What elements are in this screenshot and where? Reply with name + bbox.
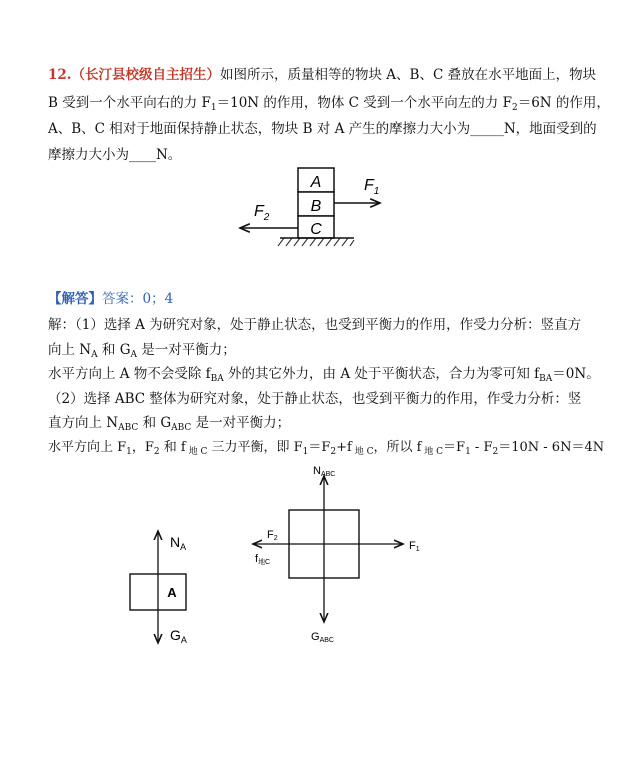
gabc-label: GABC [311, 631, 334, 644]
question-text-2e: ＝6N 的作用， [517, 95, 610, 111]
friction-label-abc: f地C [255, 553, 271, 566]
block-a-label: A [310, 174, 322, 191]
question-line-1 [48, 66, 596, 84]
f2-label-abc: F2 [267, 529, 278, 542]
na-label: $N_A$ [170, 534, 187, 552]
solution-line-1: 解：（1）选择 A 为研究对象，处于静止状态，也受到平衡力的作用，作受力分析：竖直方 [48, 317, 582, 333]
block-c-label: C [310, 221, 322, 238]
block-b-label: B [310, 198, 322, 215]
question-text-2a: B 受到一个水平向右的力 F [48, 95, 211, 111]
stacked-blocks-figure [230, 160, 410, 260]
solution-line-3: 水平方向上 A 物不会受除 $f_{BA}$ 外的其它外力，由 A 处于平衡状态，合力为零可知 $f_{BA}=0N$。 [48, 366, 600, 384]
solution-line-2: 向上 $N_A$ 和 $G_A$ 是一对平衡力； [48, 342, 236, 360]
nabc-label: NABC [313, 465, 336, 478]
f1-label-abc: F1 [409, 540, 420, 553]
solution-line-6: 水平方向上 $F_1$，$F_2$ 和 f $_{地 C}$ 三力平衡，即 $F_1=F_2+f$ $_{地 C}$，所以 f $_{地 C}=F_1 - F_2=10N - 6N=4N$ [48, 440, 605, 457]
question-number: 12. [48, 67, 72, 83]
answer-line [48, 290, 173, 308]
f2-label: $F_2$ [254, 203, 270, 223]
question-text-2c: ＝10N 的作用，物体 C 受到一个水平向左的力 F [216, 95, 512, 111]
question-line-3: A、B、C 相对于地面保持静止状态，物块 B 对 A 产生的摩擦力大小为_____N，地面受到的 [48, 121, 597, 137]
question-text-1: 如图所示，质量相等的物块 A、B、C 叠放在水平地面上，物块 [220, 67, 597, 83]
question-source: （长汀县校级自主招生） [71, 67, 220, 83]
solution-line-5: 直方向上 $N_{ABC}$ 和 $G_{ABC}$ 是一对平衡力； [48, 415, 291, 433]
sub-2: 2 [511, 103, 518, 113]
question-line-2 [48, 94, 610, 117]
ga-label: $G_A$ [170, 627, 187, 645]
force-diagram-abc [245, 458, 445, 653]
solution-line-4: （2）选择 ABC 整体为研究对象，处于静止状态，也受到平衡力的作用，作受力分析：竖 [48, 391, 582, 407]
block-a-text: A [167, 585, 177, 600]
sub-1: 1 [210, 103, 217, 113]
ground-hatch [278, 238, 354, 246]
force-diagram-a [120, 525, 210, 650]
question-line-4: 摩擦力大小为____N。 [48, 147, 182, 163]
f1-label: $F_1$ [364, 177, 380, 197]
answer-value: 答案：0；4 [102, 291, 174, 307]
solution-tag: 【解答】 [48, 291, 102, 307]
